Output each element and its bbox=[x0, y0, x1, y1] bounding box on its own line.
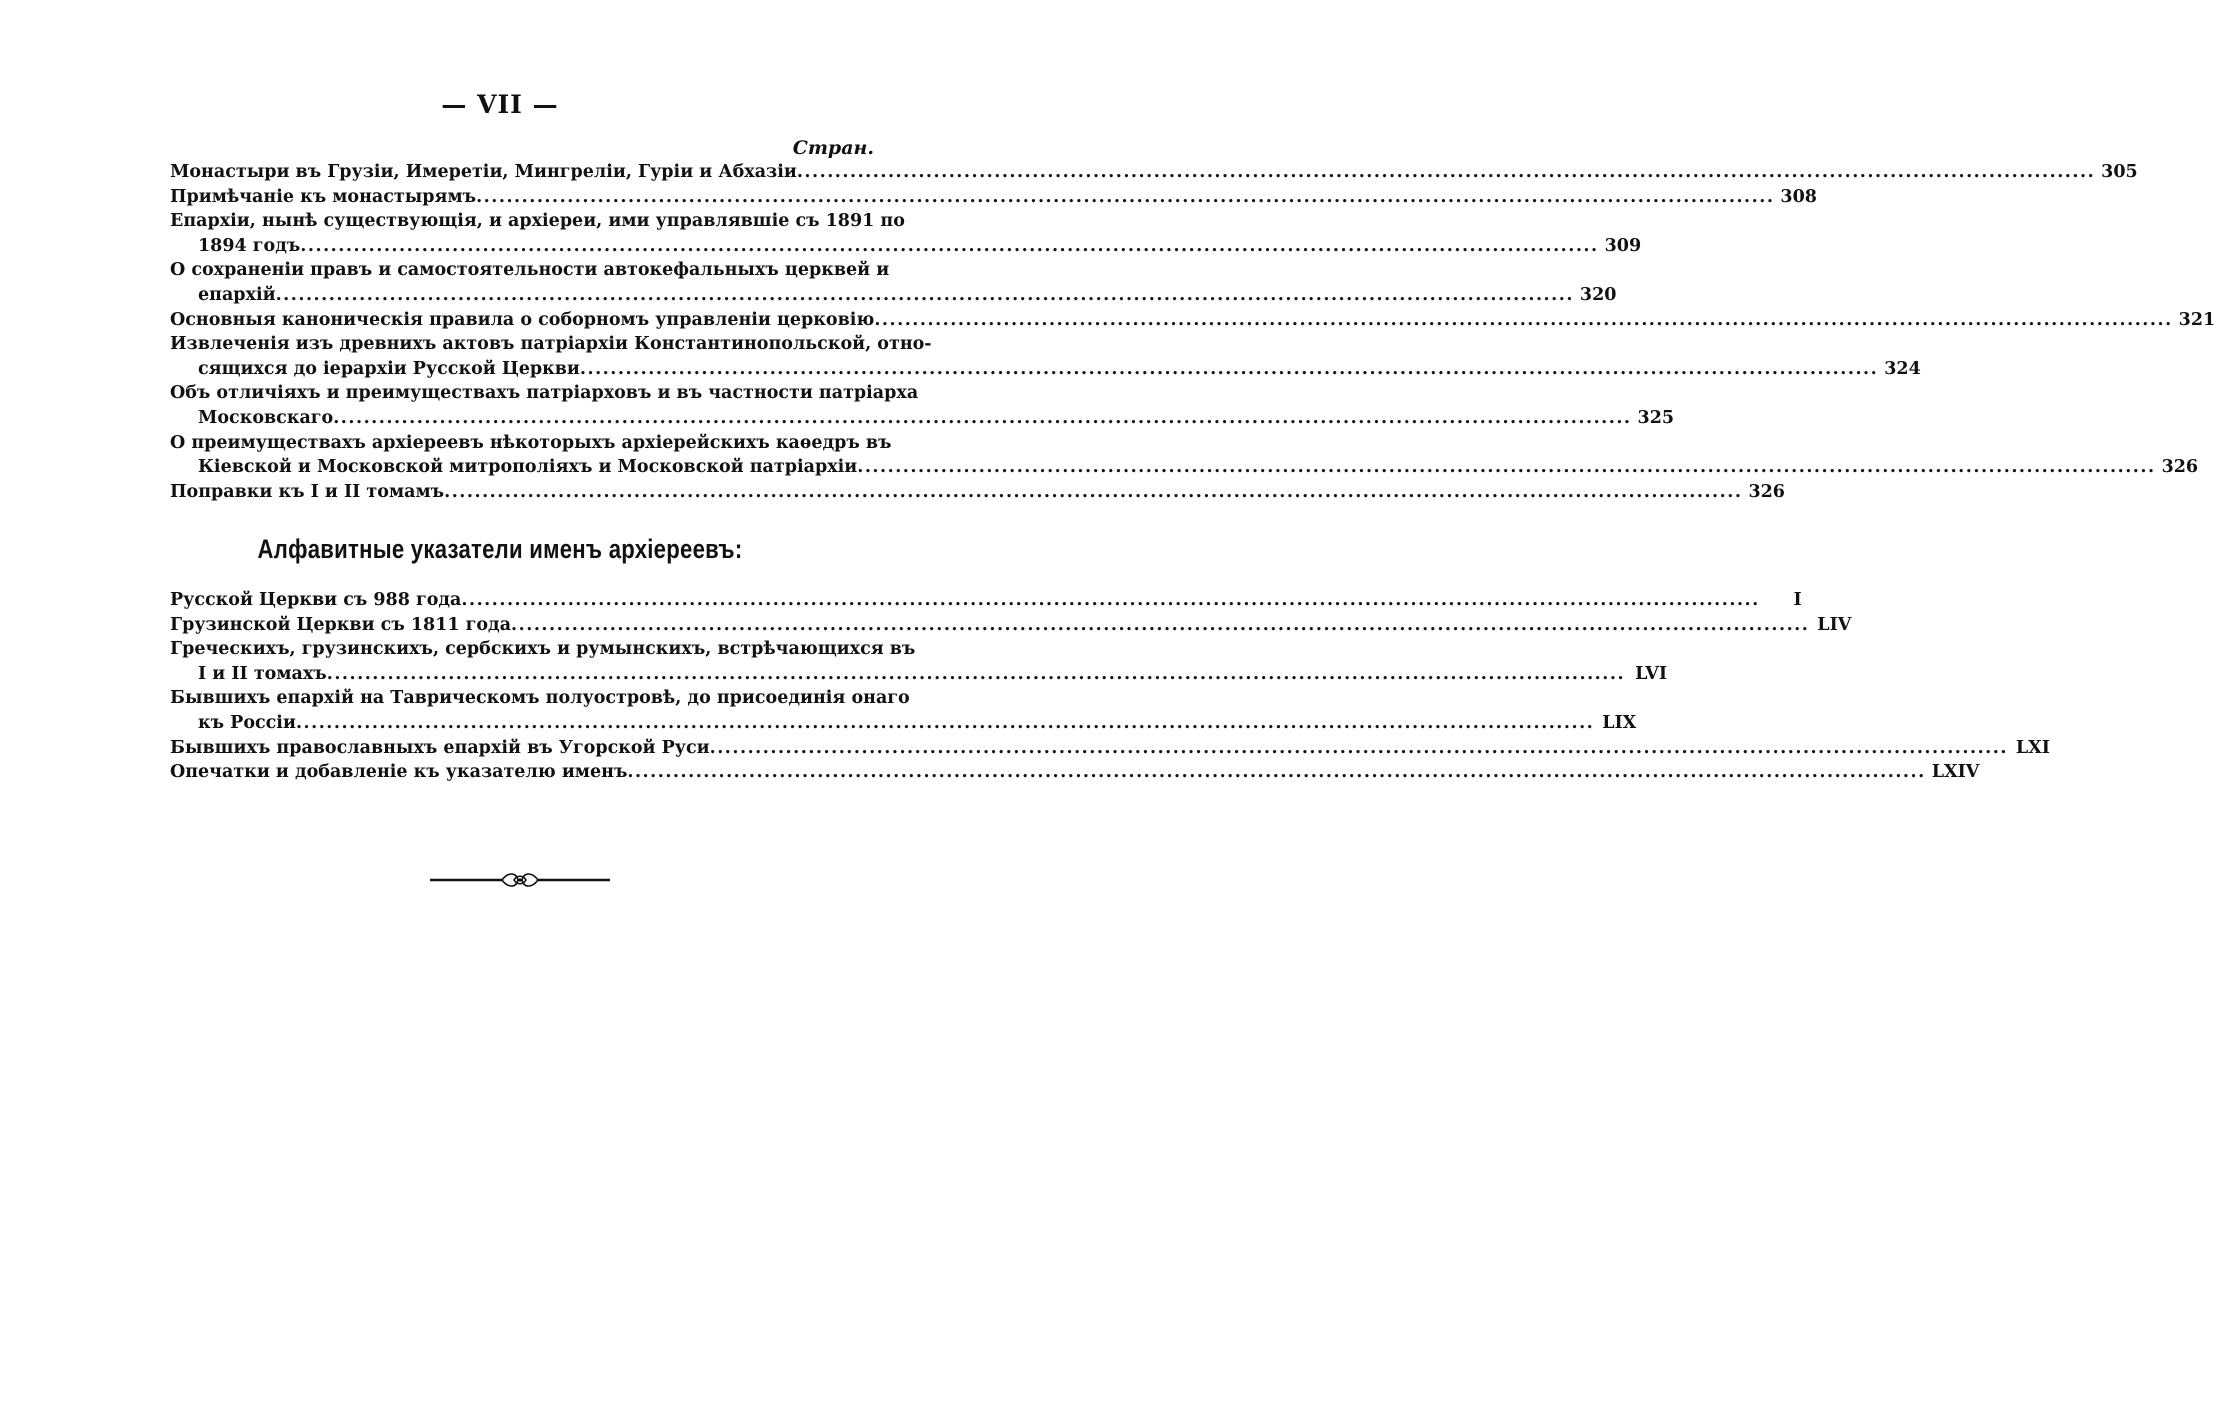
section-heading: Алфавитные указатели именъ архіереевъ: bbox=[257, 534, 743, 564]
toc-entry bbox=[170, 588, 1802, 613]
toc-entry bbox=[170, 258, 1617, 307]
toc-line bbox=[170, 234, 1642, 259]
page-reference: 309 bbox=[1604, 235, 1642, 256]
dot-leader bbox=[461, 588, 1759, 613]
page-reference: I bbox=[1793, 590, 1802, 610]
page-column-header: Стран. bbox=[792, 137, 874, 159]
page-reference: LIX bbox=[1602, 712, 1637, 733]
entry-title: Объ отличіяхъ и преимуществахъ патріарховъ и въ частности патріарха bbox=[170, 383, 919, 404]
toc-line bbox=[170, 480, 1785, 505]
entry-title: епархій bbox=[198, 284, 276, 305]
entry-title: Бывшихъ православныхъ епархій въ Угорской Руси bbox=[170, 737, 710, 758]
toc-line bbox=[170, 613, 1852, 638]
toc-line bbox=[170, 431, 892, 456]
page-reference: 326 bbox=[1748, 481, 1785, 502]
table-of-contents bbox=[170, 160, 2215, 504]
toc-line bbox=[170, 455, 2199, 480]
page-reference: 308 bbox=[1780, 186, 1817, 207]
toc-line bbox=[170, 308, 2215, 333]
dot-leader bbox=[476, 185, 1774, 210]
toc-line bbox=[170, 736, 2050, 761]
toc-line bbox=[170, 258, 890, 283]
toc-line bbox=[170, 686, 910, 711]
toc-entry bbox=[170, 480, 1785, 505]
dot-leader bbox=[296, 711, 1594, 736]
dot-leader bbox=[580, 357, 1878, 382]
page-reference: 320 bbox=[1579, 284, 1617, 305]
entry-title: I и II томахъ bbox=[198, 663, 327, 684]
dot-leader bbox=[797, 160, 2095, 185]
toc-entry bbox=[170, 686, 1637, 735]
entry-title: Русской Церкви съ 988 года bbox=[170, 590, 462, 610]
entry-title: Греческихъ, грузинскихъ, сербскихъ и румынскихъ, встрѣчающихся въ bbox=[170, 639, 916, 660]
toc-line bbox=[170, 357, 1921, 382]
entry-title: Примѣчаніе къ монастырямъ bbox=[170, 186, 477, 207]
entry-title: Епархіи, нынѣ существующія, и архіереи, ими управлявшіе съ 1891 по bbox=[170, 211, 905, 232]
page-reference: LIV bbox=[1817, 614, 1852, 635]
entry-title: О преимуществахъ архіереевъ нѣкоторыхъ архіерейскихъ каѳедръ въ bbox=[170, 432, 892, 453]
toc-line bbox=[170, 209, 905, 234]
page-reference: 305 bbox=[2101, 162, 2138, 182]
page-reference: 324 bbox=[1884, 358, 1921, 379]
toc-entry bbox=[170, 637, 1668, 686]
entry-title: Поправки къ I и II томамъ bbox=[170, 481, 445, 502]
dot-leader bbox=[627, 760, 1925, 785]
toc-entry bbox=[170, 613, 1852, 638]
dot-leader bbox=[276, 283, 1574, 308]
page-number: — VII — bbox=[441, 90, 559, 119]
toc-line bbox=[170, 588, 1802, 613]
toc-entry bbox=[170, 431, 2199, 480]
toc-line bbox=[170, 332, 932, 357]
entry-title: къ Россіи bbox=[198, 712, 296, 733]
toc-line bbox=[170, 381, 919, 406]
toc-entry bbox=[170, 160, 2138, 185]
dot-leader bbox=[710, 736, 2008, 761]
page-reference: 325 bbox=[1637, 407, 1675, 428]
entry-title: Кіевской и Московской митрополіяхъ и Московской патріархіи bbox=[198, 457, 858, 478]
toc-line bbox=[170, 760, 1980, 785]
entry-title: Монастыри въ Грузіи, Имеретіи, Мингреліи, Гуріи и Абхазіи bbox=[170, 162, 797, 182]
toc-entry bbox=[170, 332, 1921, 381]
page-reference: LVI bbox=[1635, 663, 1668, 684]
entry-title: 1894 годъ bbox=[198, 235, 301, 256]
entry-title: Бывшихъ епархій на Таврическомъ полуостровѣ, до присоединія онаго bbox=[170, 688, 910, 709]
entry-title: Опечатки и добавленіе къ указателю именъ bbox=[170, 762, 628, 783]
page-reference: 326 bbox=[2161, 457, 2199, 478]
entry-title: Московскаго bbox=[198, 407, 334, 428]
page-reference: LXI bbox=[2015, 737, 2050, 758]
entry-title: Грузинской Церкви съ 1811 года bbox=[170, 614, 512, 635]
entry-title: О сохраненіи правъ и самостоятельности автокефальныхъ церквей и bbox=[170, 260, 890, 281]
toc-entry bbox=[170, 381, 1675, 430]
toc-line bbox=[170, 160, 2138, 185]
entry-title: сящихся до іерархіи Русской Церкви bbox=[198, 358, 580, 379]
dot-leader bbox=[874, 308, 2172, 333]
toc-line bbox=[170, 711, 1637, 736]
entry-title: Основныя каноническія правила о соборномъ управленіи церковію bbox=[170, 309, 875, 330]
toc-entry bbox=[170, 185, 1817, 210]
dot-leader bbox=[444, 480, 1742, 505]
page-reference: LXIV bbox=[1931, 762, 1980, 783]
toc-line bbox=[170, 406, 1675, 431]
page-reference: 321 bbox=[2178, 309, 2215, 330]
toc-line bbox=[170, 662, 1668, 687]
toc-line bbox=[170, 637, 916, 662]
index-list bbox=[170, 588, 2050, 785]
dot-leader bbox=[511, 613, 1809, 638]
toc-entry bbox=[170, 736, 2050, 761]
toc-line bbox=[170, 283, 1617, 308]
toc-entry bbox=[170, 760, 1980, 785]
entry-title: Извлеченія изъ древнихъ актовъ патріархіи Константинопольской, отно- bbox=[170, 334, 932, 355]
ornament-divider-icon bbox=[430, 868, 610, 892]
toc-entry bbox=[170, 308, 2215, 333]
dot-leader bbox=[333, 406, 1631, 431]
dot-leader bbox=[327, 662, 1625, 687]
toc-entry bbox=[170, 209, 1642, 258]
toc-line bbox=[170, 185, 1817, 210]
dot-leader bbox=[857, 455, 2155, 480]
dot-leader bbox=[300, 234, 1598, 259]
